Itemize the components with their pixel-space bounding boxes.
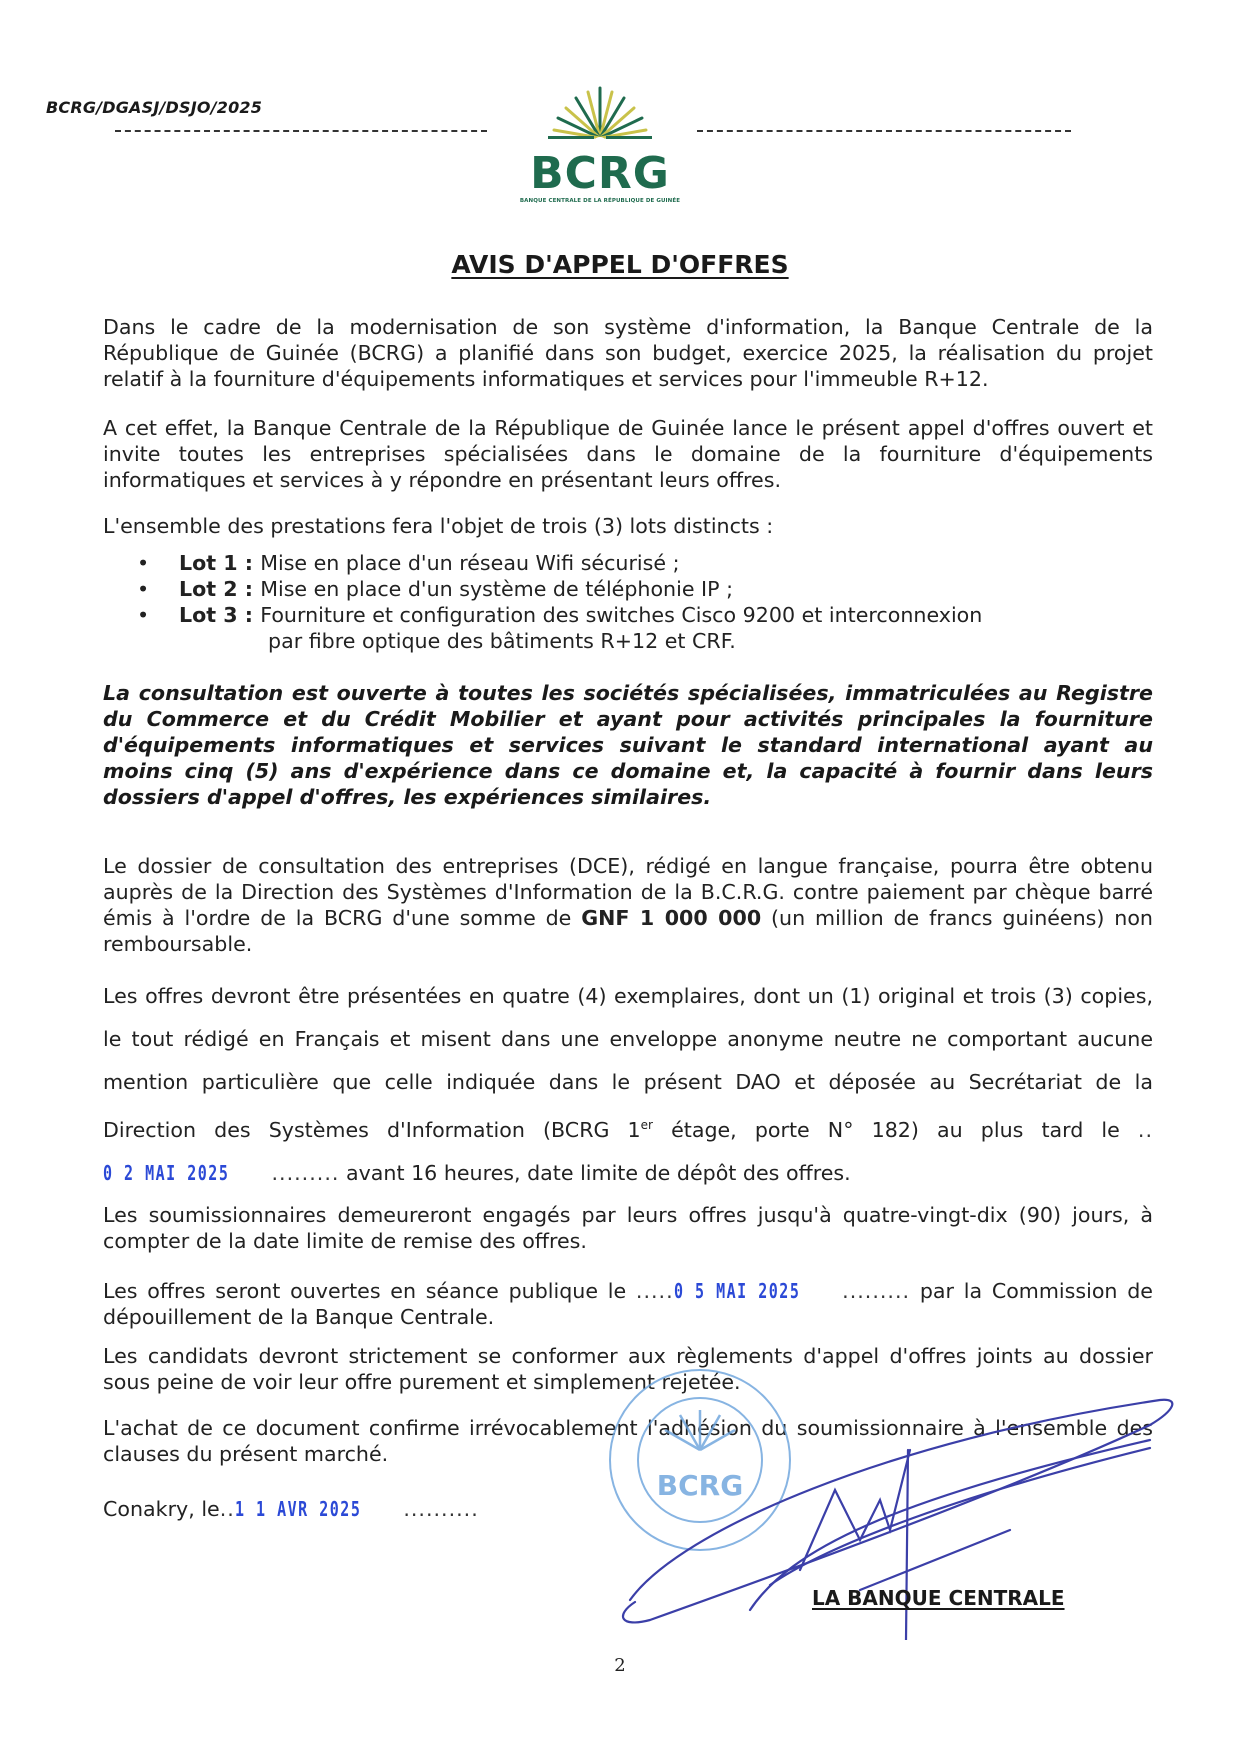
dce-text-1: Le dossier de consultation des entreprises (DCE), rédigé en langue française, pourra être obtenu auprès de la Direction des Systèmes d'Information de la B.C.R.G. contre paiement par chèque barré émis à l'ordre de la BCRG d'une somme de [103,854,1153,930]
lot-item [137,602,1097,628]
bcrg-sunburst-logo-icon [510,80,690,150]
lot-item [137,550,1097,576]
lot-text: Mise en place d'un système de téléphonie IP ; [260,577,734,601]
opening-date-stamp: 0 5 MAI 2025 [673,1279,801,1303]
header-dash-left [115,130,487,132]
logo-wordmark: BCRG [530,148,670,199]
lot-text: Mise en place d'un réseau Wifi sécurisé ; [260,551,680,575]
lot-label: Lot 3 : [179,603,261,627]
opening-text-2: par la Commission de dépouillement de la Banque Centrale. [103,1279,1153,1329]
svg-text:BCRG: BCRG [656,1469,744,1502]
paragraph-intro: Dans le cadre de la modernisation de son système d'information, la Banque Centrale de la République de Guinée (BCRG) a planifié dans son budget, exercice 2025, la réalisation du projet relatif à la fourniture d'équipements informatiques et services pour l'immeuble R+12. [103,315,1153,391]
document-title: AVIS D'APPEL D'OFFRES [451,250,789,279]
lot-continuation: par fibre optique des bâtiments R+12 et CRF. [268,629,736,653]
header-dash-right [697,130,1071,132]
superscript-er: er [640,1118,653,1132]
paragraph-invitation: A cet effet, la Banque Centrale de la République de Guinée lance le présent appel d'offres ouvert et invite toutes les entreprises spécialisées dans le domaine de la fourniture d'équipements informatiques et services à y répondre en présentant leurs offres. [103,416,1153,492]
lot-label: Lot 2 : [179,577,261,601]
signatory-title: LA BANQUE CENTRALE [812,1586,1065,1610]
page-number: 2 [614,1655,626,1676]
logo-subtitle: BANQUE CENTRALE DE LA RÉPUBLIQUE DE GUINÉE [519,198,681,204]
submission-text-1: Les offres devront être présentées en quatre (4) exemplaires, dont un (1) original et trois (3) copies, le tout rédigé en Français et misent dans une enveloppe anonyme neutre ne comportant aucune mention particulière que celle indiquée dans le présent DAO et déposée au Secrétariat de la Direction des Systèmes d'Information (BCRG 1 [103,984,1153,1142]
lot-text: Fourniture et configuration des switches Cisco 9200 et interconnexion [260,603,983,627]
lots-list [137,550,1097,654]
submission-text-3: avant 16 heures, date limite de dépôt des offres. [339,1160,851,1185]
paragraph-eligibility: La consultation est ouverte à toutes les sociétés spécialisées, immatriculées au Registre du Commerce et du Crédit Mobilier et ayant pour activités principales la fourniture d'équipements informatiques et services suivant le standard international ayant au moins cinq (5) ans d'expérience dans ce domaine et, la capacité à fournir dans leurs dossiers d'appel d'offres, les expériences similaires. [103,681,1153,809]
reference-number: BCRG/DGASJ/DSJO/2025 [46,98,263,117]
place-label: Conakry, le [103,1497,220,1521]
paragraph-dce [103,853,1153,957]
paragraph-opening: Les offres seront ouvertes en séance publique le .....0 5 MAI 2025 ......... par la Commission de dépouillement de la Banque Centrale. [103,1279,1153,1329]
closing-date-stamp: 1 1 AVR 2025 [234,1497,362,1521]
opening-text-1: Les offres seront ouvertes en séance publique le [103,1279,636,1303]
deadline-date-stamp: 0 2 MAI 2025 [103,1160,230,1185]
bullet: • [137,551,150,575]
paragraph-lots-intro: L'ensemble des prestations fera l'objet de trois (3) lots distincts : [103,514,774,538]
lot-item [137,576,1097,602]
dce-amount: GNF 1 000 000 [581,906,762,930]
bullet: • [137,603,150,627]
dce-text-2: (un million de francs guinéens) non remboursable. [103,906,1153,956]
bcrg-logo [510,80,690,210]
paragraph-validity: Les soumissionnaires demeureront engagés par leurs offres jusqu'à quatre-vingt-dix (90) jours, à compter de la date limite de remise des offres. [103,1203,1153,1253]
paragraph-submission: Les offres devront être présentées en quatre (4) exemplaires, dont un (1) original et trois (3) copies, le tout rédigé en Français et misent dans une enveloppe anonyme neutre ne comportant aucune mention particulière que celle indiquée dans le présent DAO et déposée au Secrétariat de la Direction des Systèmes d'Information (BCRG 1er étage, porte N° 182) au plus tard le ..0 2 MAI 2025 ......... avant 16 heures, date limite de dépôt des offres. [103,975,1153,1195]
bullet: • [137,577,150,601]
paragraph-purchase: L'achat de ce document confirme irrévocablement l'adhésion du soumissionnaire à l'ensemble des clauses du présent marché. [103,1416,1153,1466]
paragraph-compliance: Les candidats devront strictement se conformer aux règlements d'appel d'offres joints au dossier sous peine de voir leur offre purement et simplement rejetée. [103,1344,1153,1394]
submission-text-2: étage, porte N° 182) au plus tard le [652,1117,1138,1142]
lot-label: Lot 1 : [179,551,261,575]
closing-place-date: Conakry, le..1 1 AVR 2025 .......... [103,1497,479,1521]
